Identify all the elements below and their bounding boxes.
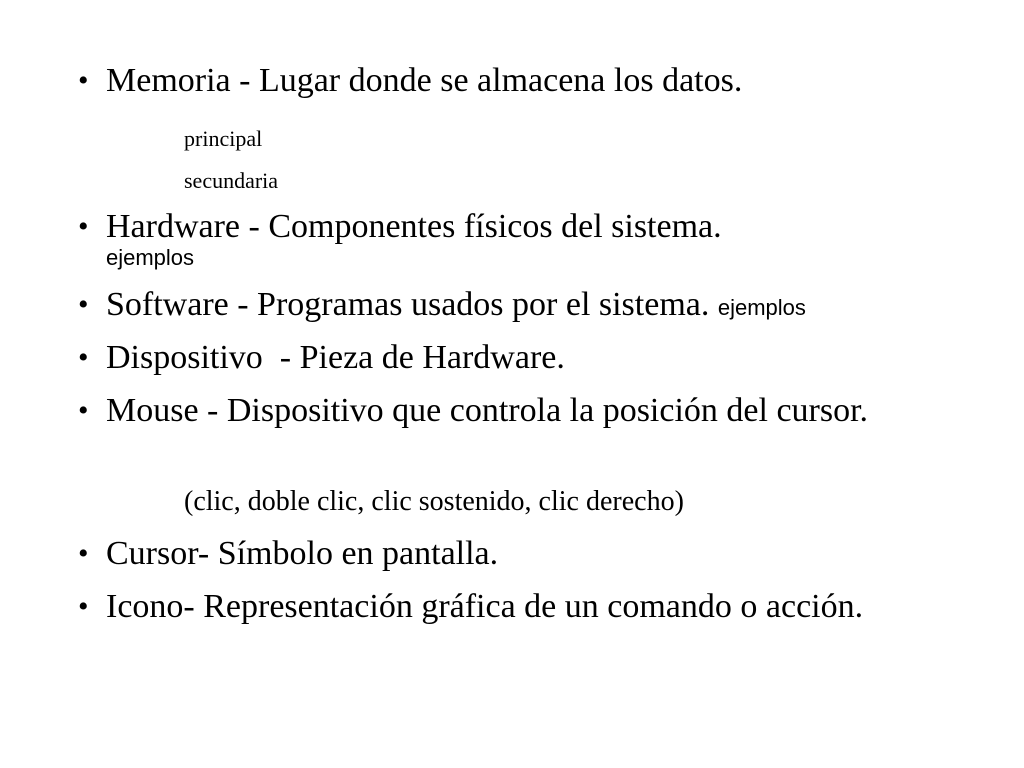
- software-note: ejemplos: [717, 295, 806, 320]
- bullet-text-icono: Icono- Representación gráfica de un comando o acción.: [106, 588, 864, 625]
- bullet-dot: •: [78, 537, 89, 570]
- bullet-dot: •: [78, 288, 89, 321]
- bullet-text-software: [106, 288, 956, 325]
- bullet-dot: •: [78, 210, 89, 243]
- bullet-text-mouse: Mouse - Dispositivo que controla la posición del cursor.: [106, 392, 869, 429]
- bullet-dot: •: [78, 64, 89, 97]
- bullet-text-memoria: Memoria - Lugar donde se almacena los datos.: [106, 62, 743, 99]
- bullet-dot: •: [78, 341, 89, 374]
- bullet-dot: •: [78, 590, 89, 623]
- mouse-detail: (clic, doble clic, clic sostenido, clic derecho): [184, 486, 684, 517]
- software-main-text: Software - Programas usados por el sistema.: [106, 286, 710, 323]
- hardware-note: ejemplos: [106, 245, 195, 270]
- subitem-secundaria: secundaria: [184, 168, 279, 193]
- bullet-dot: •: [78, 394, 89, 427]
- bullet-text-cursor: Cursor- Símbolo en pantalla.: [106, 535, 499, 572]
- bullet-text-hardware: Hardware - Componentes físicos del sistema.: [106, 208, 722, 245]
- bullet-text-dispositivo: Dispositivo - Pieza de Hardware.: [106, 339, 565, 376]
- subitem-principal: principal: [184, 126, 263, 151]
